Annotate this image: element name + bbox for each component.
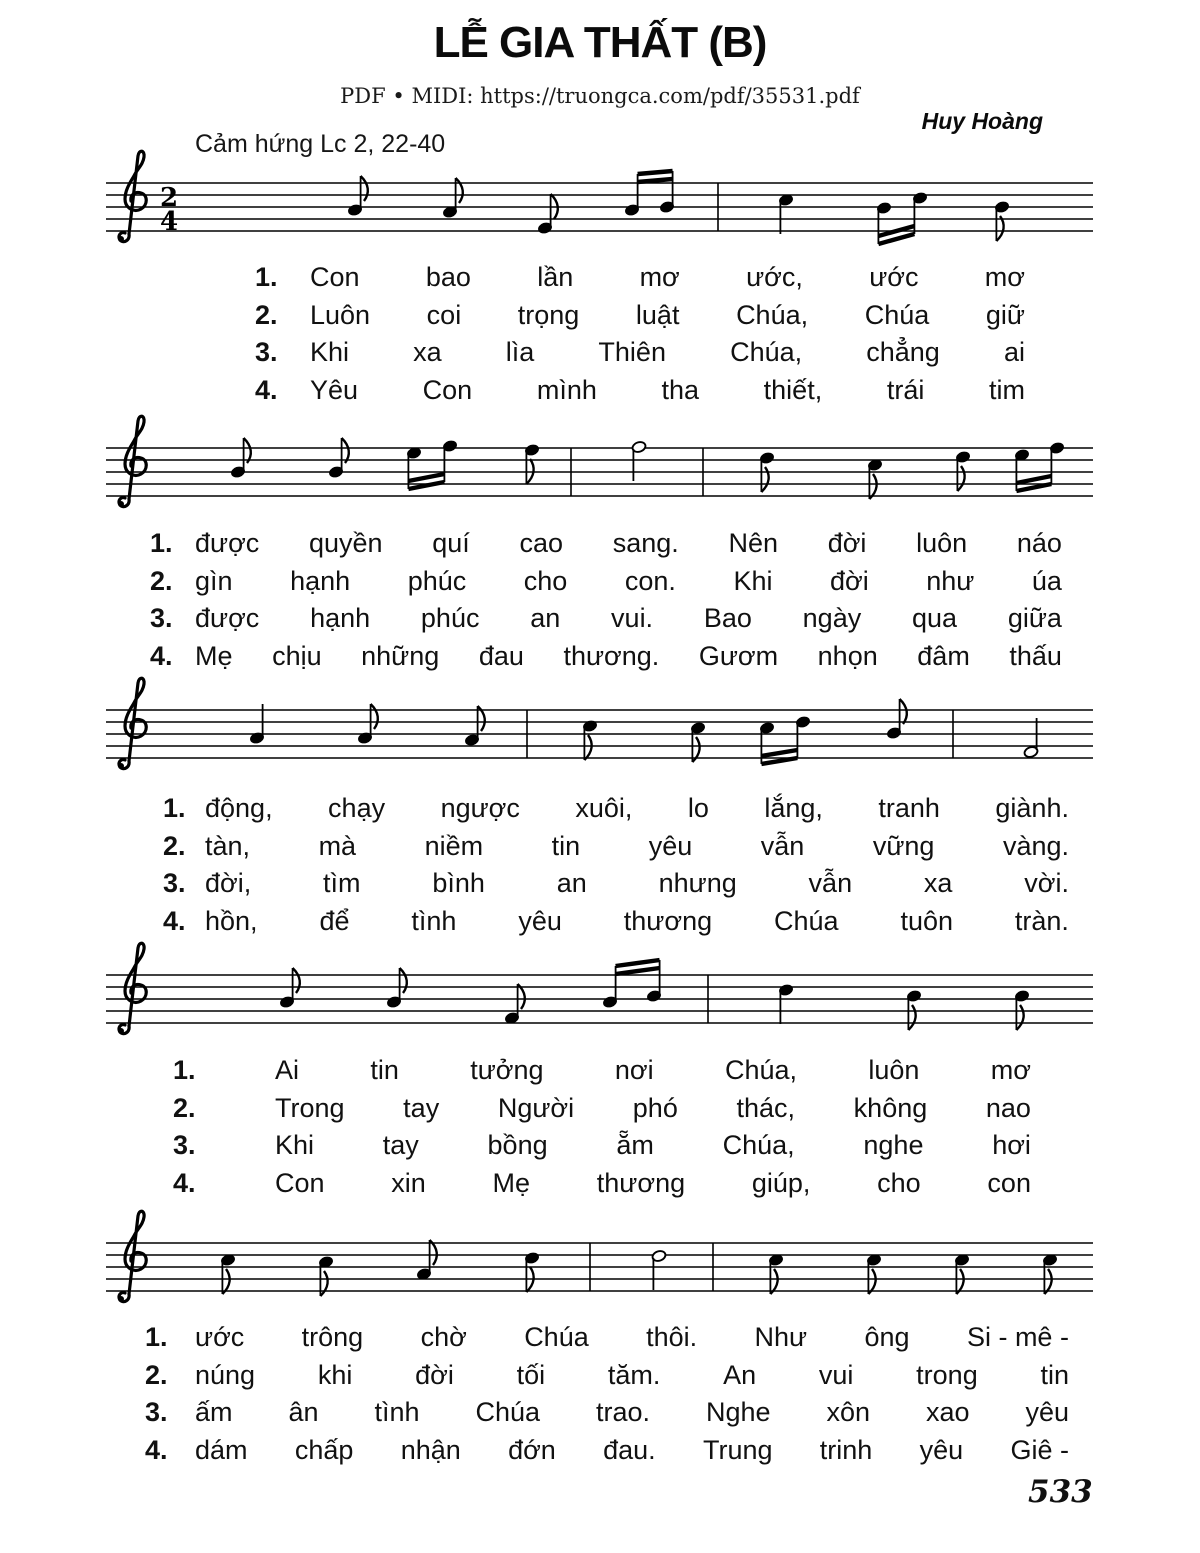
lyric-word: tin	[370, 1055, 399, 1085]
verse-line	[105, 1093, 1095, 1131]
verse-line	[105, 528, 1095, 566]
lyric-word: Chúa	[524, 1322, 589, 1352]
lyric-word: ai	[1003, 337, 1025, 368]
page-title: LỄ GIA THẤT (B)	[433, 18, 767, 67]
lyric-word: xuôi,	[575, 793, 633, 823]
lyric-word: Con	[310, 262, 360, 292]
lyric-word: gìn	[195, 565, 233, 596]
lyric-word: Người	[497, 1092, 575, 1123]
lyric-word: con.	[624, 565, 676, 596]
lyric-word: Trung	[702, 1434, 773, 1465]
lyric-word: qua	[911, 603, 958, 634]
lyric-word: mơ	[639, 262, 680, 292]
lyric-word: Khi	[733, 565, 773, 596]
lyric-word: vời.	[1024, 868, 1069, 899]
lyric-word: tim	[988, 374, 1025, 405]
lyric-word: chịu	[272, 640, 322, 671]
lyric-word: nao	[985, 1092, 1031, 1123]
verse-words	[195, 1322, 1069, 1353]
treble-clef-icon	[118, 678, 146, 769]
verse-words	[275, 1168, 1031, 1199]
lyric-word: cho	[877, 1167, 921, 1198]
lyric-word: cho	[523, 565, 568, 596]
lyric-word: vẫn	[808, 868, 853, 899]
lyric-word: ước,	[746, 262, 803, 292]
lyric-word: Ai	[275, 1055, 300, 1085]
lyric-word: tin	[1040, 1359, 1069, 1390]
lyric-word: nghe	[863, 1130, 924, 1161]
verse-line	[105, 1360, 1095, 1398]
verse-line	[105, 1322, 1095, 1360]
lyric-word: Nên	[728, 528, 778, 558]
lyric-word: dám	[195, 1434, 248, 1465]
verse-words	[195, 528, 1062, 559]
verse-words	[275, 1093, 1031, 1124]
lyric-word: phó	[632, 1092, 678, 1123]
inspiration-note: Cảm hứng Lc 2, 22-40	[195, 130, 446, 158]
lyric-word: tay	[403, 1092, 440, 1123]
lyric-word: coi	[426, 299, 462, 330]
lyric-word: trái	[886, 374, 925, 405]
verse-line	[105, 793, 1095, 831]
verse-words	[205, 831, 1069, 862]
verse-words	[310, 300, 1025, 331]
verse-block-3	[105, 793, 1095, 945]
verse-number: 3.	[145, 1397, 168, 1428]
lyric-word: đớn	[508, 1434, 556, 1465]
lyric-word: đau	[478, 640, 524, 671]
lyric-word: Thiên	[598, 337, 666, 368]
lyric-word: Luôn	[310, 299, 371, 330]
lyric-word: ước	[195, 1322, 245, 1352]
lyric-word: Như	[754, 1322, 808, 1352]
lyric-word: đời	[830, 565, 869, 596]
verse-block-5	[105, 1322, 1095, 1474]
lyric-word: tăm.	[607, 1359, 661, 1390]
lyric-word: Giê -	[1010, 1434, 1069, 1465]
treble-clef-icon	[118, 416, 146, 507]
lyric-word: vẫn	[760, 830, 805, 861]
lyric-word: như	[926, 565, 975, 596]
lyric-word: trong	[916, 1359, 978, 1390]
lyric-word: an	[530, 603, 561, 634]
verse-line	[105, 262, 1095, 300]
lyric-word: vui.	[611, 603, 654, 634]
lyric-word: lìa	[505, 337, 535, 368]
lyric-word: tìm	[323, 868, 361, 899]
lyric-word: mơ	[990, 1055, 1031, 1085]
lyric-word: bình	[432, 868, 485, 899]
verse-number: 2.	[173, 1092, 196, 1123]
lyric-word: ước	[869, 262, 919, 292]
verse-line	[105, 1435, 1095, 1473]
verse-words	[195, 1360, 1069, 1391]
verse-block-2	[105, 528, 1095, 680]
lyric-word: đời,	[205, 868, 252, 899]
verse-words	[195, 1397, 1069, 1428]
lyric-word: Yêu	[310, 374, 359, 405]
lyric-word: để	[319, 905, 350, 936]
verse-number: 3.	[150, 603, 173, 634]
lyric-word: trinh	[819, 1434, 873, 1465]
lyric-word: tuôn	[900, 905, 953, 936]
lyric-word: luật	[635, 299, 680, 330]
lyric-word: không	[853, 1092, 928, 1123]
lyric-word: tràn.	[1014, 905, 1069, 936]
lyric-word: ngày	[802, 603, 862, 634]
lyric-word: ấm	[195, 1397, 233, 1428]
lyric-word: đời	[827, 528, 867, 558]
lyric-word: bồng	[487, 1130, 548, 1161]
verse-line	[105, 566, 1095, 604]
lyric-word: ẵm	[616, 1130, 654, 1161]
verse-line	[105, 603, 1095, 641]
lyric-word: Mẹ	[492, 1167, 531, 1198]
lyric-word: thôi.	[646, 1322, 698, 1352]
lyric-word: Chúa	[475, 1397, 541, 1428]
lyric-word: tình	[411, 905, 457, 936]
page-number: 533	[1028, 1474, 1093, 1510]
lyric-word: đau.	[603, 1434, 656, 1465]
lyric-word: úa	[1031, 565, 1062, 596]
verse-words	[205, 868, 1069, 899]
lyric-word: xôn	[826, 1397, 870, 1428]
lyric-word: phúc	[420, 603, 480, 634]
lyric-word: an	[556, 868, 587, 899]
lyric-word: thấu	[1009, 640, 1062, 671]
lyric-word: giành.	[995, 793, 1069, 823]
verse-words	[195, 1435, 1069, 1466]
verse-words	[310, 337, 1025, 368]
verse-line	[105, 1055, 1095, 1093]
lyric-word: Khi	[310, 337, 350, 368]
verse-number: 1.	[150, 528, 173, 558]
lyric-word: con	[987, 1167, 1031, 1198]
treble-clef-icon	[118, 151, 146, 242]
lyric-word: Chúa	[864, 299, 930, 330]
lyric-word: xa	[413, 337, 442, 368]
lyric-word: quí	[432, 528, 470, 558]
lyric-word: yêu	[1025, 1397, 1069, 1428]
verse-number: 1.	[145, 1322, 168, 1352]
lyric-word: Khi	[275, 1130, 315, 1161]
verse-block-1	[105, 262, 1095, 414]
verse-words	[275, 1130, 1031, 1161]
lyric-word: nhưng	[658, 868, 737, 899]
lyric-word: Bao	[703, 603, 752, 634]
verse-number: 1.	[163, 793, 186, 823]
lyric-word: Chúa,	[736, 299, 809, 330]
lyric-word: ông	[864, 1322, 910, 1352]
treble-clef-icon	[118, 943, 146, 1034]
verse-number: 3.	[163, 868, 186, 899]
lyric-word: được	[195, 528, 260, 558]
time-signature-top: 2	[159, 183, 179, 213]
verse-words	[205, 793, 1069, 824]
verse-number: 2.	[145, 1359, 168, 1390]
lyric-word: Si - mê -	[966, 1322, 1069, 1352]
lyric-word: Trong	[275, 1092, 345, 1123]
verse-number: 1.	[173, 1055, 196, 1085]
lyric-word: sang.	[612, 528, 679, 558]
lyric-word: tin	[551, 830, 581, 861]
lyric-word: xa	[923, 868, 953, 899]
lyric-word: Chúa,	[722, 1130, 795, 1161]
staff-system-4	[105, 930, 1095, 1060]
lyric-word: ân	[288, 1397, 319, 1428]
lyric-word: thác,	[736, 1092, 796, 1123]
lyric-word: Nghe	[705, 1397, 771, 1428]
lyric-word: quyền	[308, 528, 383, 558]
lyric-word: nhận	[400, 1434, 461, 1465]
lyric-word: Chúa,	[730, 337, 803, 368]
lyric-word: xin	[391, 1167, 426, 1198]
lyric-word: chấp	[294, 1434, 354, 1465]
verse-line	[105, 831, 1095, 869]
lyric-word: được	[195, 603, 260, 634]
lyric-word: thương	[623, 905, 713, 936]
pdf-midi-link-text: PDF • MIDI: https://truongca.com/pdf/35531.pdf	[340, 84, 860, 108]
lyric-word: lắng,	[764, 793, 823, 823]
lyric-word: vàng.	[1002, 830, 1069, 861]
lyric-word: tay	[382, 1130, 419, 1161]
verse-number: 4.	[145, 1434, 168, 1465]
lyric-word: náo	[1016, 528, 1062, 558]
lyric-word: tàn,	[205, 830, 251, 861]
lyric-word: hạnh	[290, 565, 351, 596]
lyric-word: khi	[317, 1359, 353, 1390]
lyric-word: chạy	[328, 793, 386, 823]
lyric-word: Chúa,	[724, 1055, 798, 1085]
verse-number: 2.	[163, 830, 186, 861]
verse-block-4	[105, 1055, 1095, 1207]
verse-number: 4.	[163, 905, 186, 936]
lyric-word: vững	[872, 830, 935, 861]
lyric-word: thiết,	[763, 374, 823, 405]
verse-words	[195, 603, 1062, 634]
lyric-word: tình	[374, 1397, 420, 1428]
lyric-word: nhọn	[817, 640, 878, 671]
verse-line	[105, 1397, 1095, 1435]
lyric-word: chờ	[420, 1322, 467, 1352]
staff-system-1	[105, 138, 1095, 268]
lyric-word: hơi	[992, 1130, 1031, 1161]
lyric-word: đâm	[917, 640, 970, 671]
lyric-word: đời	[415, 1359, 454, 1390]
lyric-word: bao	[425, 262, 471, 292]
lyric-word: giữ	[985, 299, 1025, 330]
lyric-word: ngược	[440, 793, 520, 823]
lyric-word: Gươm	[698, 640, 779, 671]
verse-line	[105, 1130, 1095, 1168]
time-signature-bottom: 4	[159, 207, 179, 237]
lyric-word: luôn	[868, 1055, 920, 1085]
staff-system-2	[105, 403, 1095, 533]
staff-system-5	[105, 1198, 1095, 1328]
verse-words	[195, 566, 1062, 597]
verse-number: 4.	[173, 1167, 196, 1198]
lyric-word: luôn	[916, 528, 968, 558]
verse-line	[105, 300, 1095, 338]
lyric-word: Con	[275, 1167, 325, 1198]
verse-number: 3.	[173, 1130, 196, 1161]
lyric-word: mình	[536, 374, 597, 405]
verse-number: 4.	[150, 640, 173, 671]
verse-number: 3.	[255, 337, 278, 368]
lyric-word: núng	[195, 1359, 256, 1390]
lyric-word: yêu	[919, 1434, 964, 1465]
verse-number: 1.	[255, 262, 278, 292]
lyric-word: giúp,	[751, 1167, 811, 1198]
verse-words	[310, 262, 1025, 293]
lyric-word: những	[361, 640, 440, 671]
lyric-word: Chúa	[774, 905, 839, 936]
lyric-word: giữa	[1007, 603, 1062, 634]
lyric-word: mà	[318, 830, 357, 861]
lyric-word: thương.	[563, 640, 660, 671]
lyric-word: mơ	[984, 262, 1025, 292]
lyric-word: trao.	[595, 1397, 650, 1428]
lyric-word: yêu	[518, 905, 562, 936]
lyric-word: niềm	[424, 830, 484, 861]
verse-number: 2.	[255, 299, 278, 330]
lyric-word: nơi	[614, 1055, 654, 1085]
verse-number: 2.	[150, 565, 173, 596]
verse-words	[275, 1055, 1031, 1086]
lyric-word: yêu	[648, 830, 693, 861]
verse-words	[310, 375, 1025, 406]
lyric-word: phúc	[407, 565, 467, 596]
staff-system-3	[105, 665, 1095, 795]
lyric-word: lần	[537, 262, 574, 292]
verse-line	[105, 868, 1095, 906]
lyric-word: hạnh	[310, 603, 371, 634]
lyric-word: tranh	[878, 793, 940, 823]
lyric-word: chẳng	[866, 337, 940, 368]
lyric-word: hồn,	[205, 905, 258, 936]
lyric-word: tối	[516, 1359, 546, 1390]
lyric-word: tha	[661, 374, 700, 405]
verse-line	[105, 337, 1095, 375]
lyric-word: Mẹ	[195, 640, 233, 671]
lyric-word: trông	[301, 1322, 364, 1352]
lyric-word: vui	[818, 1359, 854, 1390]
lyric-word: lo	[687, 793, 709, 823]
composer-name: Huy Hoàng	[921, 108, 1043, 134]
lyric-word: tưởng	[470, 1055, 544, 1085]
treble-clef-icon	[118, 1211, 146, 1302]
lyric-word: Con	[422, 374, 473, 405]
lyric-word: thương	[596, 1167, 686, 1198]
lyric-word: động,	[205, 793, 273, 823]
lyric-word: cao	[519, 528, 564, 558]
lyric-word: An	[723, 1359, 757, 1390]
lyric-word: trọng	[517, 299, 580, 330]
verse-number: 4.	[255, 374, 278, 405]
lyric-word: xao	[925, 1397, 970, 1428]
